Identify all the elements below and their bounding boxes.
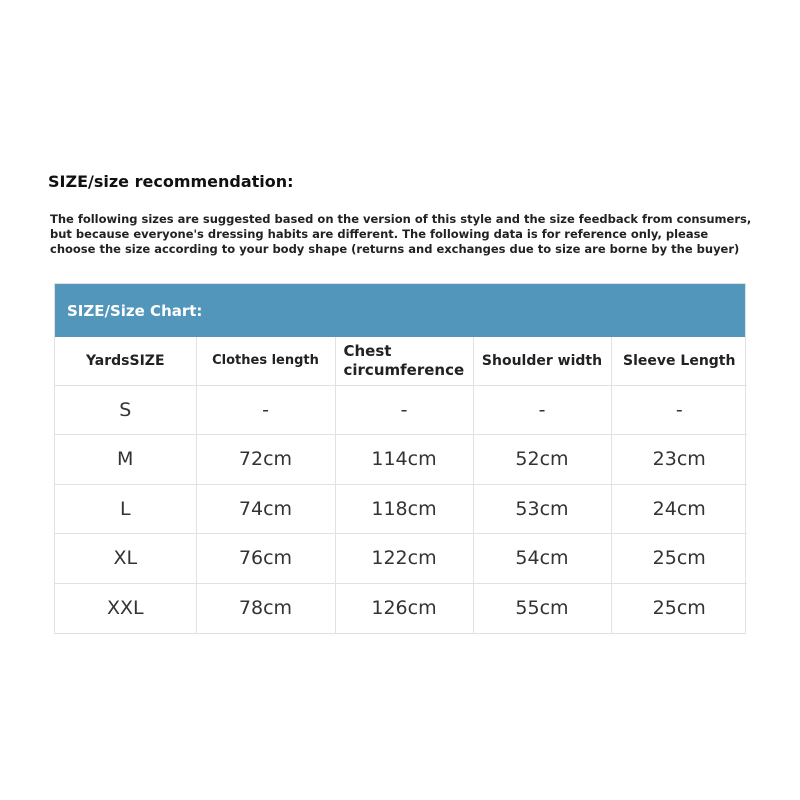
cell-shoulder-width: 54cm <box>473 534 611 584</box>
table-header-row <box>55 337 747 385</box>
cell-clothes-length: 74cm <box>196 484 335 534</box>
cell-clothes-length: - <box>196 385 335 435</box>
table-row <box>55 385 747 435</box>
column-header-clothes-length: Clothes length <box>196 337 335 385</box>
cell-sleeve-length: 25cm <box>611 534 747 584</box>
cell-chest-circumference: 118cm <box>335 484 473 534</box>
intro-line: The following sizes are suggested based on the version of this style and the size feedback from consumers, <box>50 212 752 226</box>
cell-clothes-length: 76cm <box>196 534 335 584</box>
cell-sleeve-length: 23cm <box>611 435 747 485</box>
table-row <box>55 583 747 633</box>
column-header-sleeve-length: Sleeve Length <box>611 337 747 385</box>
intro-text <box>50 212 750 257</box>
cell-size: M <box>55 435 196 485</box>
table-row <box>55 435 747 485</box>
cell-size: L <box>55 484 196 534</box>
size-table <box>55 337 747 633</box>
cell-clothes-length: 72cm <box>196 435 335 485</box>
cell-clothes-length: 78cm <box>196 583 335 633</box>
column-header-shoulder-width: Shoulder width <box>473 337 611 385</box>
size-chart-header: SIZE/Size Chart: <box>55 284 745 337</box>
table-row <box>55 534 747 584</box>
column-header-size: YardsSIZE <box>55 337 196 385</box>
cell-shoulder-width: 55cm <box>473 583 611 633</box>
intro-line: choose the size according to your body shape (returns and exchanges due to size are borne by the buyer) <box>50 242 740 256</box>
table-row <box>55 484 747 534</box>
column-header-chest-circumference: Chest circumference <box>335 337 473 385</box>
cell-shoulder-width: 52cm <box>473 435 611 485</box>
cell-sleeve-length: 24cm <box>611 484 747 534</box>
cell-sleeve-length: - <box>611 385 747 435</box>
cell-shoulder-width: 53cm <box>473 484 611 534</box>
cell-chest-circumference: - <box>335 385 473 435</box>
cell-size: XXL <box>55 583 196 633</box>
cell-chest-circumference: 114cm <box>335 435 473 485</box>
cell-shoulder-width: - <box>473 385 611 435</box>
cell-size: S <box>55 385 196 435</box>
intro-line: but because everyone's dressing habits are different. The following data is for reference only, please <box>50 227 709 241</box>
size-chart <box>54 283 746 634</box>
page-title: SIZE/size recommendation: <box>48 172 294 191</box>
cell-sleeve-length: 25cm <box>611 583 747 633</box>
cell-size: XL <box>55 534 196 584</box>
cell-chest-circumference: 122cm <box>335 534 473 584</box>
cell-chest-circumference: 126cm <box>335 583 473 633</box>
